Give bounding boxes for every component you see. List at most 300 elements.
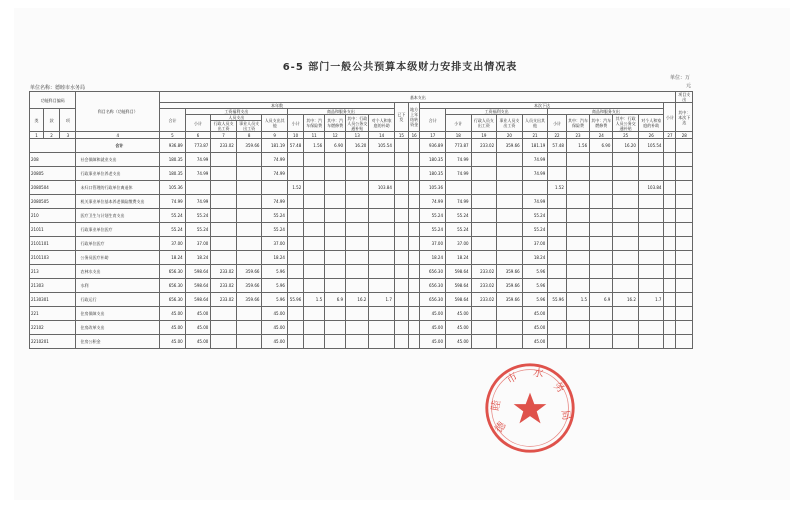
amount-cell: 55.24 (522, 209, 548, 223)
amount-cell (613, 223, 639, 237)
amount-cell (304, 209, 325, 223)
amount-cell (638, 321, 664, 335)
amount-cell: 55.24 (420, 209, 446, 223)
amount-cell: 55.24 (420, 223, 446, 237)
amount-cell: 773.87 (185, 139, 211, 153)
func-name-cell: 合计 (76, 139, 160, 153)
amount-cell (325, 335, 346, 349)
amount-cell: 18.24 (522, 251, 548, 265)
column-index-cell: 12 (325, 132, 346, 139)
amount-cell (185, 181, 211, 195)
amount-cell: 45.00 (160, 335, 186, 349)
amount-cell: 57.48 (287, 139, 303, 153)
amount-cell (287, 237, 303, 251)
amount-cell (346, 265, 369, 279)
amount-cell (613, 251, 639, 265)
column-index-cell: 17 (420, 132, 446, 139)
amount-cell: 18.24 (420, 251, 446, 265)
amount-cell: 1.5 (566, 293, 589, 307)
column-index-cell: 10 (287, 132, 303, 139)
svg-text:市: 市 (504, 370, 520, 387)
amount-cell (369, 251, 395, 265)
func-name-cell: 住房保障支出 (76, 307, 160, 321)
svg-text:局: 局 (558, 408, 573, 422)
amount-cell: 6.9 (325, 293, 346, 307)
local-funds-header: 地方上年结转资金 (408, 103, 420, 132)
amount-cell (548, 209, 567, 223)
amount-cell (325, 223, 346, 237)
amount-cell (638, 265, 664, 279)
empty-cell (664, 223, 676, 237)
amount-cell (613, 279, 639, 293)
amount-cell: 74.99 (446, 153, 472, 167)
empty-cell (394, 209, 408, 223)
amount-cell (590, 237, 613, 251)
amount-cell: 180.35 (160, 167, 186, 181)
amount-cell: 105.54 (638, 139, 664, 153)
amount-cell (590, 195, 613, 209)
column-index-cell: 23 (566, 132, 589, 139)
empty-cell (394, 265, 408, 279)
empty-cell (676, 139, 693, 153)
empty-cell (664, 209, 676, 223)
amount-cell: 656.30 (420, 279, 446, 293)
table-row (30, 223, 693, 237)
amount-cell (346, 307, 369, 321)
amount-cell (325, 153, 346, 167)
func-name-header: 科目名称（功能科目） (76, 92, 160, 132)
empty-cell (394, 279, 408, 293)
amount-cell (613, 153, 639, 167)
amount-cell (566, 335, 589, 349)
amount-cell (211, 153, 237, 167)
other-personnel-header: 人员支出其他 (262, 115, 288, 132)
amount-cell (369, 335, 395, 349)
kuan-header: 款 (43, 109, 59, 132)
amount-cell: 74.99 (262, 153, 288, 167)
amount-cell (446, 181, 472, 195)
empty-cell (408, 223, 420, 237)
amount-cell (548, 279, 567, 293)
amount-cell (346, 195, 369, 209)
subtotal3-header: 小计 (446, 115, 472, 132)
amount-cell: 16.2 (346, 293, 369, 307)
empty-cell (394, 223, 408, 237)
func-code-cell: 2130301 (30, 293, 76, 307)
func-code-cell: 221 (30, 307, 76, 321)
amount-cell: 1.56 (566, 139, 589, 153)
column-index-cell: 14 (369, 132, 395, 139)
amount-cell (211, 195, 237, 209)
amount-cell (471, 321, 497, 335)
table-row (30, 279, 693, 293)
amount-cell (590, 209, 613, 223)
admin-public2-header: 其中：行政人员公务交通补贴 (613, 115, 639, 132)
amount-cell (211, 237, 237, 251)
amount-cell (369, 153, 395, 167)
empty-cell (664, 265, 676, 279)
amount-cell (325, 307, 346, 321)
func-name-cell: 公务员医疗补助 (76, 251, 160, 265)
empty-cell (408, 279, 420, 293)
empty-cell (664, 237, 676, 251)
amount-cell: 45.00 (522, 321, 548, 335)
empty-cell (664, 167, 676, 181)
amount-cell (211, 167, 237, 181)
amount-cell: 18.24 (446, 251, 472, 265)
amount-cell: 45.00 (420, 335, 446, 349)
amount-cell: 45.00 (420, 321, 446, 335)
func-code-cell: 2101103 (30, 251, 76, 265)
amount-cell: 359.66 (497, 293, 523, 307)
amount-cell (566, 195, 589, 209)
func-code-cell (30, 139, 76, 153)
svg-text:德: 德 (492, 419, 509, 436)
amount-cell (497, 321, 523, 335)
amount-cell (471, 307, 497, 321)
amount-cell (471, 167, 497, 181)
table-row (30, 237, 693, 251)
func-name-cell: 水利 (76, 279, 160, 293)
amount-cell (262, 181, 288, 195)
column-index-cell: 1 (30, 132, 44, 139)
amount-cell (590, 223, 613, 237)
official-seal (482, 360, 578, 456)
empty-cell (394, 321, 408, 335)
amount-cell: 74.99 (160, 195, 186, 209)
empty-cell (408, 335, 420, 349)
amount-cell (613, 237, 639, 251)
amount-cell (638, 153, 664, 167)
amount-cell: 18.24 (160, 251, 186, 265)
amount-cell (471, 195, 497, 209)
amount-cell: 180.35 (420, 167, 446, 181)
amount-cell: 74.99 (262, 195, 288, 209)
table-row (30, 293, 693, 307)
amount-cell: 598.64 (446, 279, 472, 293)
amount-cell (471, 153, 497, 167)
amount-cell (346, 279, 369, 293)
table-row (30, 265, 693, 279)
amount-cell (211, 335, 237, 349)
amount-cell: 74.99 (420, 195, 446, 209)
budget-table (29, 91, 693, 349)
amount-cell: 359.66 (236, 139, 262, 153)
amount-cell: 233.02 (211, 279, 237, 293)
amount-cell: 45.00 (185, 307, 211, 321)
reserved-header: 已下发 (394, 103, 408, 132)
amount-cell: 55.96 (548, 293, 567, 307)
amount-cell (613, 307, 639, 321)
amount-cell: 359.66 (236, 293, 262, 307)
amount-cell (548, 335, 567, 349)
amount-cell (346, 223, 369, 237)
amount-cell: 656.30 (160, 265, 186, 279)
amount-cell (369, 167, 395, 181)
amount-cell: 45.00 (160, 321, 186, 335)
amount-cell (497, 209, 523, 223)
personnel-header: 人员支出 (211, 115, 262, 121)
amount-cell: 57.48 (548, 139, 567, 153)
amount-cell (638, 307, 664, 321)
amount-cell (236, 237, 262, 251)
amount-cell (304, 153, 325, 167)
amount-cell: 1.7 (369, 293, 395, 307)
amount-cell (548, 167, 567, 181)
amount-cell: 37.00 (446, 237, 472, 251)
amount-cell (590, 335, 613, 349)
column-index-cell: 21 (522, 132, 548, 139)
amount-cell: 45.00 (446, 335, 472, 349)
amount-cell (304, 279, 325, 293)
amount-cell: 233.02 (471, 279, 497, 293)
amount-cell (548, 223, 567, 237)
amount-cell: 55.24 (185, 209, 211, 223)
amount-cell (638, 279, 664, 293)
table-row (30, 153, 693, 167)
amount-cell: 74.99 (262, 167, 288, 181)
empty-cell (408, 209, 420, 223)
empty-cell (408, 195, 420, 209)
amount-cell (566, 279, 589, 293)
amount-cell: 55.24 (160, 223, 186, 237)
unit-label: 单位：万 (669, 75, 690, 81)
amount-cell (497, 307, 523, 321)
amount-cell (346, 209, 369, 223)
func-name-cell: 住房改革支出 (76, 321, 160, 335)
amount-cell: 55.96 (287, 293, 303, 307)
amount-cell (548, 321, 567, 335)
subtotal2-header: 小计 (664, 103, 676, 132)
empty-cell (394, 251, 408, 265)
amount-cell (497, 251, 523, 265)
empty-cell (408, 167, 420, 181)
amount-cell: 359.66 (236, 265, 262, 279)
admin-public-header: 其中：行政人员公务交通补贴 (347, 115, 368, 131)
amount-cell: 74.99 (446, 195, 472, 209)
amount-cell (304, 181, 325, 195)
amount-cell (638, 335, 664, 349)
amount-cell (613, 335, 639, 349)
column-index-cell: 2 (43, 132, 59, 139)
column-index-cell: 25 (613, 132, 639, 139)
amount-cell: 37.00 (522, 237, 548, 251)
amount-cell (566, 181, 589, 195)
amount-cell (236, 307, 262, 321)
empty-cell (408, 181, 420, 195)
table-row (30, 321, 693, 335)
admin-salary2-header: 行政人员支出工资 (471, 115, 497, 132)
inst-salary-header: 事业人员支出工资 (236, 121, 262, 132)
family-subsidy2-header: 对个人和家庭的补助 (638, 115, 664, 132)
amount-cell (369, 237, 395, 251)
empty-cell (676, 335, 693, 349)
amount-cell (304, 237, 325, 251)
family-subsidy-header: 对个人和家庭的补助 (369, 115, 395, 132)
amount-cell: 37.00 (185, 237, 211, 251)
amount-cell: 936.89 (420, 139, 446, 153)
amount-cell (471, 209, 497, 223)
amount-cell (471, 181, 497, 195)
amount-cell: 359.66 (497, 139, 523, 153)
column-index-cell: 26 (638, 132, 664, 139)
amount-cell: 55.24 (185, 223, 211, 237)
amount-cell (211, 209, 237, 223)
amount-cell: 656.30 (420, 265, 446, 279)
amount-cell (346, 153, 369, 167)
amount-cell: 74.99 (185, 153, 211, 167)
amount-cell: 55.24 (522, 223, 548, 237)
salary-welfare-header: 工资福利支出 (185, 109, 287, 115)
func-code-cell: 21011 (30, 223, 76, 237)
amount-cell (638, 251, 664, 265)
empty-cell (664, 321, 676, 335)
amount-cell: 45.00 (420, 307, 446, 321)
amount-cell (287, 335, 303, 349)
empty-cell (676, 251, 693, 265)
empty-cell (408, 139, 420, 153)
vehicle-header: 其中：汽车保险费 (304, 115, 325, 132)
amount-cell (369, 307, 395, 321)
amount-cell: 74.99 (446, 167, 472, 181)
amount-cell (497, 153, 523, 167)
empty-cell (676, 195, 693, 209)
empty-cell (676, 167, 693, 181)
amount-cell (638, 209, 664, 223)
amount-cell (346, 237, 369, 251)
amount-cell: 233.02 (471, 265, 497, 279)
amount-cell: 1.7 (638, 293, 664, 307)
func-code-cell: 2080504 (30, 181, 76, 195)
amount-cell: 45.00 (446, 307, 472, 321)
amount-cell (638, 167, 664, 181)
amount-cell (566, 237, 589, 251)
column-index-cell: 9 (262, 132, 288, 139)
amount-cell: 16.20 (613, 139, 639, 153)
func-name-cell: 行政单位医疗 (76, 237, 160, 251)
table-row (30, 195, 693, 209)
empty-cell (408, 307, 420, 321)
empty-cell (676, 223, 693, 237)
amount-cell (325, 321, 346, 335)
amount-cell: 233.02 (211, 139, 237, 153)
amount-cell (325, 181, 346, 195)
empty-cell (664, 293, 676, 307)
amount-cell (287, 307, 303, 321)
amount-cell (590, 251, 613, 265)
amount-cell (369, 279, 395, 293)
amount-cell: 181.19 (262, 139, 288, 153)
amount-cell (638, 195, 664, 209)
column-index-cell: 11 (304, 132, 325, 139)
empty-cell (394, 237, 408, 251)
amount-cell: 598.64 (446, 265, 472, 279)
amount-cell (304, 307, 325, 321)
column-index-cell: 8 (236, 132, 262, 139)
goods-subtotal-header: 小计 (287, 115, 303, 132)
amount-cell: 37.00 (160, 237, 186, 251)
amount-cell (236, 153, 262, 167)
amount-cell (566, 223, 589, 237)
amount-cell (287, 167, 303, 181)
amount-cell (566, 251, 589, 265)
empty-cell (676, 237, 693, 251)
amount-cell (236, 181, 262, 195)
empty-cell (664, 181, 676, 195)
empty-cell (394, 293, 408, 307)
amount-cell: 45.00 (522, 335, 548, 349)
amount-cell (590, 167, 613, 181)
amount-cell: 233.02 (471, 293, 497, 307)
amount-cell: 103.84 (638, 181, 664, 195)
func-code-cell: 2080505 (30, 195, 76, 209)
amount-cell (287, 279, 303, 293)
empty-cell (394, 153, 408, 167)
amount-cell (236, 335, 262, 349)
goods-services-header: 商品和服务支出 (287, 109, 394, 115)
empty-cell (408, 237, 420, 251)
amount-cell: 45.00 (160, 307, 186, 321)
column-index-cell: 7 (211, 132, 237, 139)
amount-cell (548, 307, 567, 321)
amount-cell: 37.00 (420, 237, 446, 251)
table-row (30, 307, 693, 321)
amount-cell: 5.96 (262, 279, 288, 293)
func-name-cell: 行政运行 (76, 293, 160, 307)
amount-cell (497, 223, 523, 237)
amount-cell (346, 251, 369, 265)
amount-cell (613, 321, 639, 335)
amount-cell: 233.02 (211, 293, 237, 307)
project-header: 项目支出 (676, 92, 693, 103)
amount-cell: 773.87 (446, 139, 472, 153)
amount-cell: 598.64 (185, 293, 211, 307)
amount-cell (566, 153, 589, 167)
amount-cell (566, 321, 589, 335)
func-name-cell: 机关事业单位基本养老保险缴费支出 (76, 195, 160, 209)
empty-cell (394, 139, 408, 153)
amount-cell (236, 223, 262, 237)
amount-cell: 74.99 (522, 167, 548, 181)
total2-header: 合计 (420, 109, 446, 132)
this-year-header: 本年数 (160, 103, 395, 109)
empty-cell (664, 195, 676, 209)
amount-cell: 105.36 (420, 181, 446, 195)
table-row (30, 335, 693, 349)
func-code-cell: 2210201 (30, 335, 76, 349)
column-index-cell: 24 (590, 132, 613, 139)
amount-cell (566, 307, 589, 321)
func-code-cell: 20805 (30, 167, 76, 181)
repair2-header: 其中：汽车燃修费 (590, 115, 613, 132)
amount-cell (304, 251, 325, 265)
empty-cell (394, 335, 408, 349)
amount-cell (471, 237, 497, 251)
empty-cell (408, 251, 420, 265)
amount-cell: 74.99 (185, 167, 211, 181)
func-name-cell: 行政事业单位养老支出 (76, 167, 160, 181)
amount-cell (471, 335, 497, 349)
amount-cell (471, 251, 497, 265)
amount-cell (287, 265, 303, 279)
amount-cell: 180.35 (420, 153, 446, 167)
amount-cell (548, 265, 567, 279)
amount-cell (369, 223, 395, 237)
amount-cell (369, 321, 395, 335)
empty-cell (664, 139, 676, 153)
amount-cell (287, 321, 303, 335)
amount-cell (613, 195, 639, 209)
